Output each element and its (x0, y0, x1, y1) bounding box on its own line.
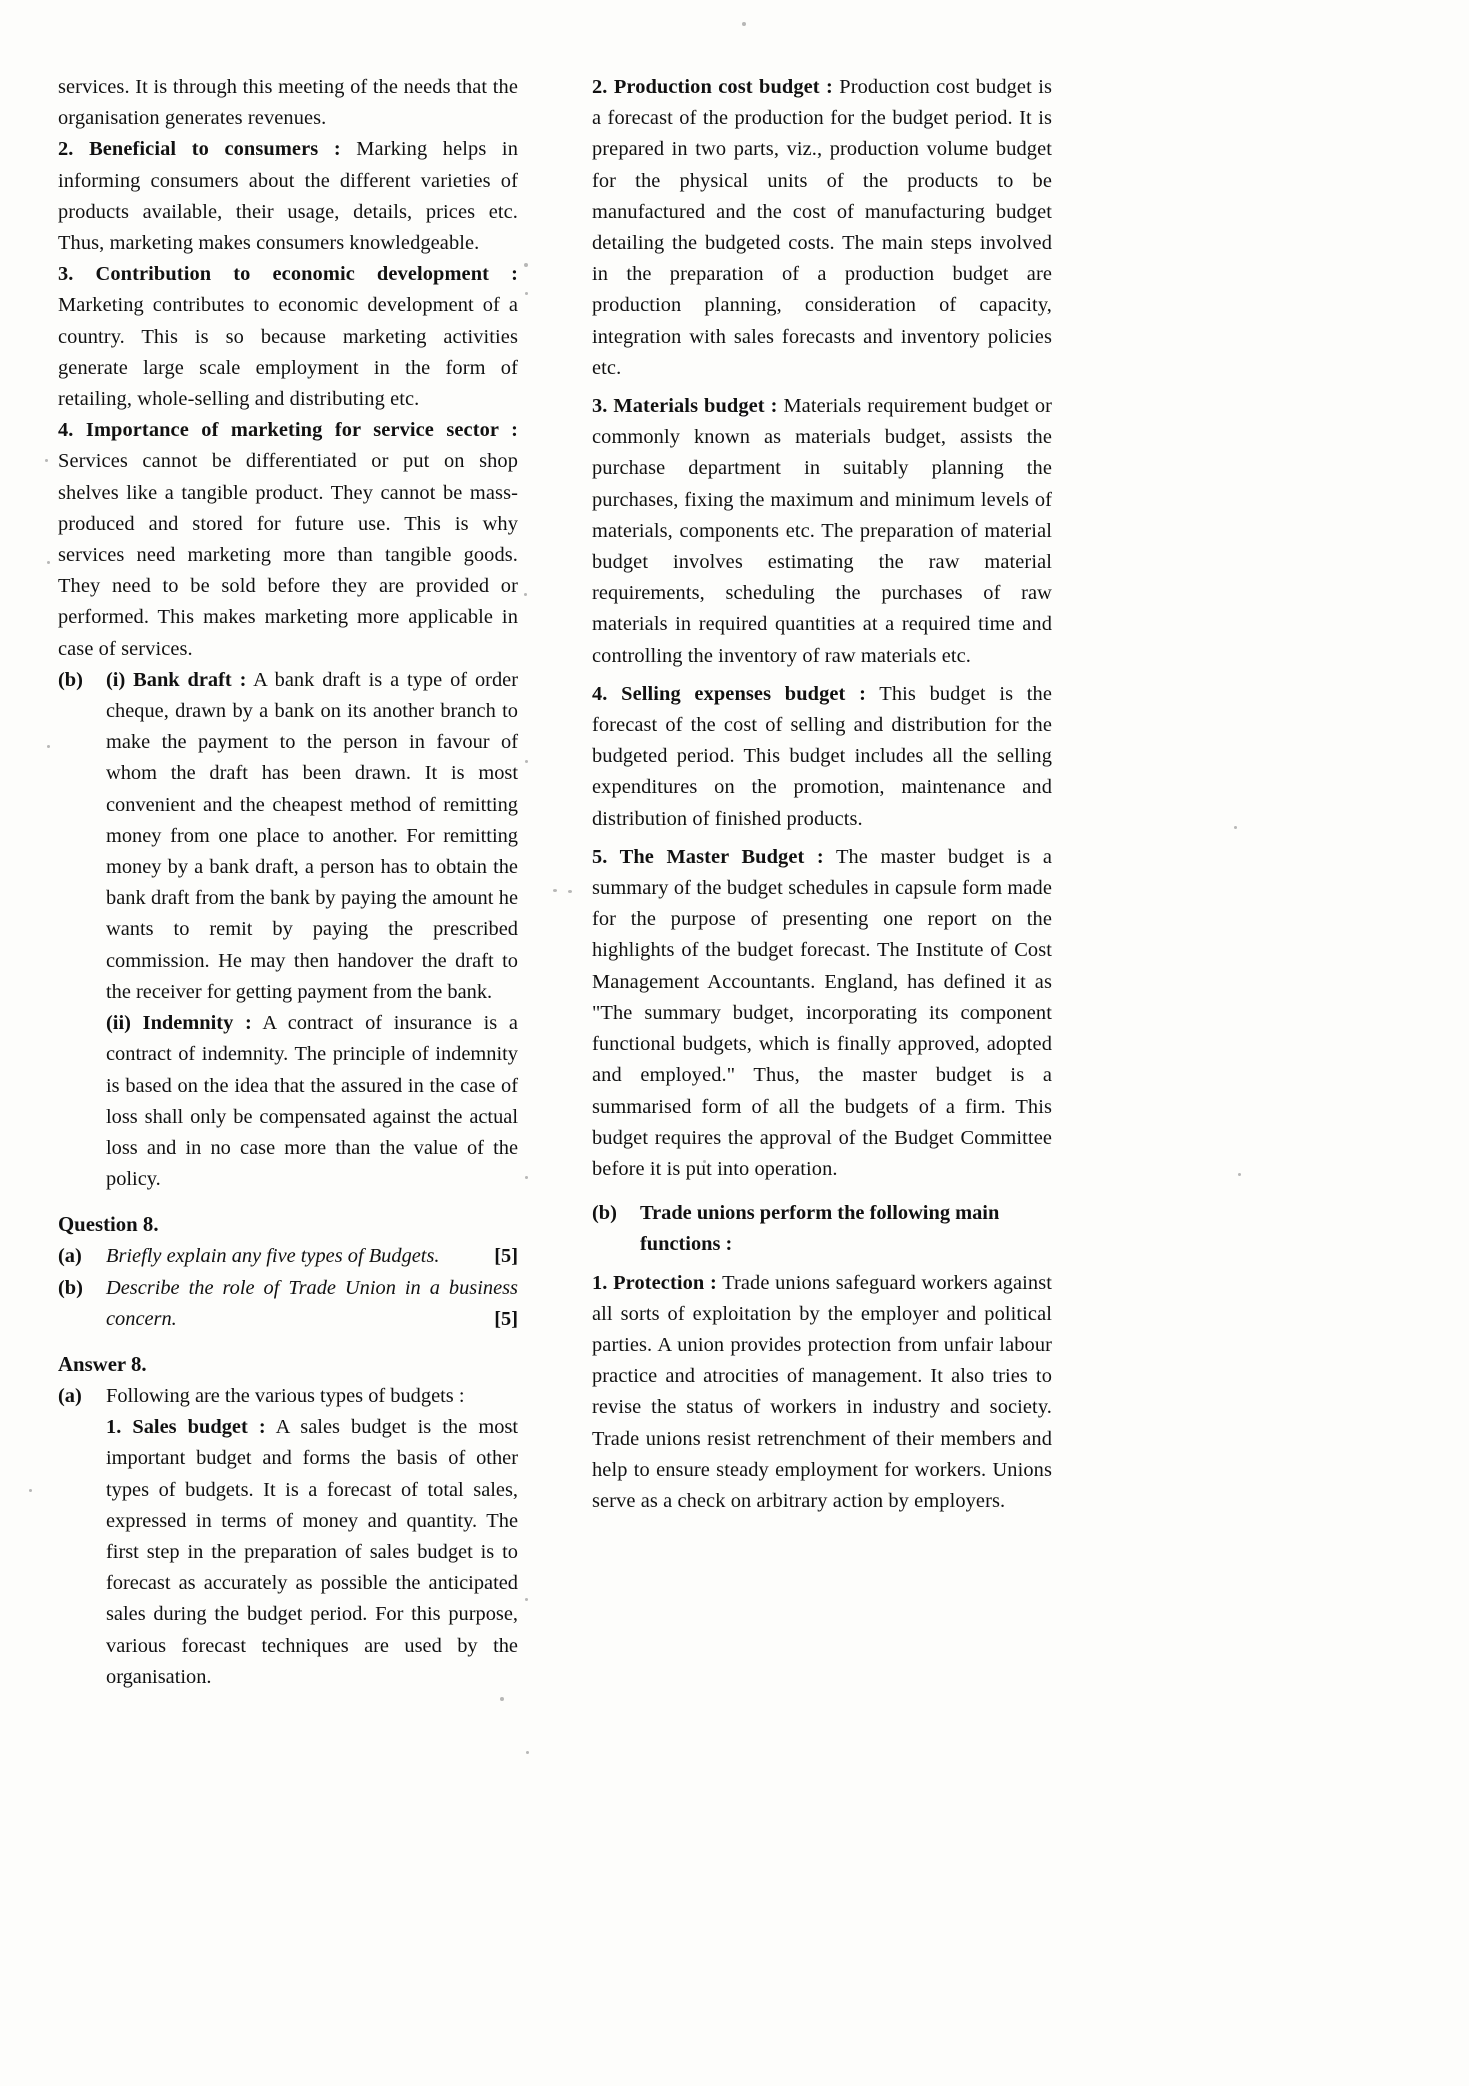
heading-trade-unions-functions-line2: functions : (640, 1233, 733, 1256)
heading-indemnity: (ii) Indemnity : (106, 1012, 252, 1035)
text-materials-budget: Materials requirement budget or commonly known as materials budget, assists the purchase department in suitably planning the purchases, fixing the maximum and minimum levels of materials, components etc. The preparation of material budget involves estimating the raw material requirements, scheduling the purchases of raw materials in required quantities at a required time and controlling the inventory of raw materials etc. (592, 395, 1053, 667)
text-production-cost-budget: Production cost budget is a forecast of the production for the budget period. It is prepared in two parts, viz., production volume budget for the physical units of the products to be manufactured and the cost of manufacturing budget detailing the budgeted costs. The main steps involved in the preparation of a production budget are production planning, consideration of capacity, integration with sales forecasts and inventory policies etc. (592, 76, 1052, 379)
heading-importance-service-sector: 4. Importance of marketing for service sector : (58, 419, 518, 442)
question-8-item-b (58, 1273, 518, 1335)
answer-8-sales-budget-spacer (58, 1412, 106, 1693)
paragraph-master-budget (592, 842, 1052, 1185)
answer-8-item-b-marker: (b) (592, 1202, 617, 1225)
answer-8-heading: Answer 8. (58, 1352, 147, 1376)
question-8-item-b-marks: [5] (494, 1307, 518, 1330)
heading-selling-expenses-budget: 4. Selling expenses budget : (592, 682, 866, 705)
right-column (592, 72, 1052, 2032)
heading-contribution-economic-development: 3. Contribution to economic development : (58, 263, 518, 286)
heading-protection: 1. Protection : (592, 1271, 717, 1294)
paragraph-importance-service-sector (58, 415, 518, 665)
scan-speck (47, 745, 50, 748)
heading-bank-draft: (i) Bank draft : (106, 668, 247, 691)
answer-8-sales-budget (58, 1412, 518, 1693)
answer-8-sales-budget-body (106, 1412, 518, 1693)
question-8-item-a-body (106, 1241, 518, 1272)
text-beneficial-to-consumers: Marking helps in informing consumers about the different varieties of products available, their usage, details, prices etc. Thus, marketing makes consumers knowledgeable. (58, 138, 518, 255)
text-indemnity: A contract of insurance is a contract of indemnity. The principle of indemnity is based on the idea that the assured in the case of loss shall only be compensated against the actual loss and in no case more than the value of the policy. (106, 1012, 518, 1191)
text-importance-service-sector: Services cannot be differentiated or put on shop shelves like a tangible product. They cannot be mass-produced and stored for future use. This is why services need marketing more than tangible goods. They need to be sold before they are provided or performed. This makes marketing more applicable in case of services. (58, 450, 518, 660)
heading-sales-budget: 1. Sales budget : (106, 1416, 266, 1439)
answer-8-item-a (58, 1381, 518, 1412)
item-b-ii-body (106, 1008, 518, 1195)
two-column-body (58, 72, 1411, 2032)
paragraph-services: services. It is through this meeting of the needs that the organisation generates revenues. (58, 76, 518, 130)
heading-beneficial-to-consumers: 2. Beneficial to consumers : (58, 138, 341, 161)
text-contribution-economic-development: Marketing contributes to economic development of a country. This is so because marketing activities generate large scale employment in the form of retailing, whole-selling and distributing etc. (58, 294, 518, 411)
left-column (58, 72, 518, 2032)
paragraph-contribution-economic-development (58, 259, 518, 415)
paragraph-beneficial-to-consumers (58, 134, 518, 259)
answer-8-item-a-marker: (a) (58, 1384, 82, 1407)
question-8-item-b-marker: (b) (58, 1276, 83, 1299)
answer-8-item-a-intro: Following are the various types of budgets : (106, 1384, 465, 1407)
answer-8-item-b (592, 1198, 1052, 1260)
item-b-marker: (b) (58, 668, 83, 691)
heading-trade-unions-functions-line1: Trade unions perform the following main (640, 1202, 1000, 1225)
scan-speck (47, 561, 50, 564)
item-b-body (106, 665, 518, 1008)
question-8-item-b-text: Describe the role of Trade Union in a business concern. (106, 1276, 518, 1330)
item-b-ii-indemnity (58, 1008, 518, 1195)
text-selling-expenses-budget: This budget is the forecast of the cost of selling and distribution for the budgeted period. This budget includes all the selling expenditures on the promotion, maintenance and distribution of finished products. (592, 682, 1052, 830)
item-b-ii-spacer (58, 1008, 106, 1195)
text-bank-draft: A bank draft is a type of order cheque, drawn by a bank on its another branch to make the payment to the person in favour of whom the draft has been drawn. It is most convenient and the cheapest method of remitting money from one place to another. For remitting money by a bank draft, a person has to obtain the bank draft from the bank by paying the amount he wants to remit by paying the prescribed commission. He may then handover the draft to the receiver for getting payment from the bank. (106, 668, 518, 1003)
paragraph-protection (592, 1268, 1052, 1518)
paragraph-selling-expenses-budget (592, 679, 1052, 835)
question-8-item-a-marker: (a) (58, 1245, 82, 1268)
text-protection: Trade unions safeguard workers against all sorts of exploitation by the employer and political parties. A union provides protection from unfair labour practice and atrocities of management. It also tries to revise the status of workers in industry and society. Trade unions resist retrenchment of their members and help to ensure steady employment for workers. Unions serve as a check on arbitrary action by employers. (592, 1271, 1052, 1512)
question-8-item-a-marks: [5] (494, 1245, 518, 1268)
question-8-item-b-body (106, 1273, 518, 1335)
scan-speck (29, 1489, 32, 1492)
text-master-budget: The master budget is a summary of the budget schedules in capsule form made for the purpose of presenting one report on the highlights of the budget forecast. The Institute of Cost Management Accountants. England, has defined it as "The summary budget, incorporating its component functional budgets, which is finally approved, adopted and employed." Thus, the master budget is a summarised form of all the budgets of a firm. This budget requires the approval of the Budget Committee before it is put into operation. (592, 845, 1053, 1180)
question-8-item-a-text: Briefly explain any five types of Budgets. (106, 1245, 440, 1268)
paragraph-production-cost-budget (592, 72, 1052, 384)
answer-8-item-b-body (640, 1198, 1052, 1260)
question-8-heading: Question 8. (58, 1213, 159, 1237)
scan-speck (45, 459, 48, 462)
heading-master-budget: 5. The Master Budget : (592, 845, 824, 868)
paragraph-materials-budget (592, 391, 1052, 672)
heading-materials-budget: 3. Materials budget : (592, 395, 778, 418)
question-8-item-a (58, 1241, 518, 1272)
scan-speck (742, 22, 746, 26)
text-sales-budget: A sales budget is the most important budget and forms the basis of other types of budgets. It is a forecast of total sales, expressed in terms of money and quantity. The first step in the preparation of sales budget is to forecast as accurately as possible the anticipated sales during the budget period. For this purpose, various forecast techniques are used by the organisation. (106, 1416, 518, 1688)
item-b-bank-draft (58, 665, 518, 1008)
heading-production-cost-budget: 2. Production cost budget : (592, 76, 833, 98)
